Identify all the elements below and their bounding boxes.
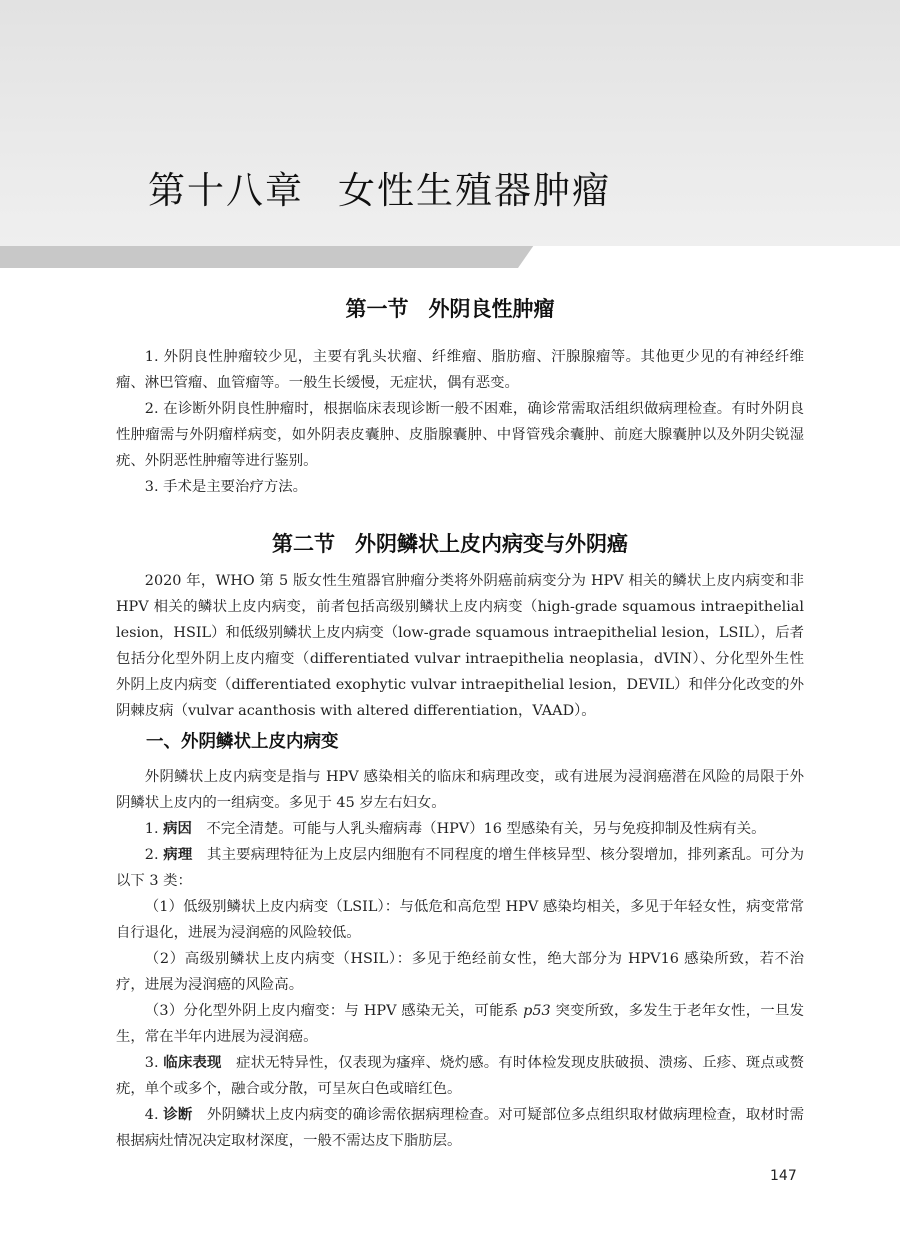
type3-text: （3）分化型外阴上皮内瘤变：与 HPV 感染无关，可能系 [144, 1003, 524, 1019]
cause-text: 不完全清楚。可能与人乳头瘤病毒（HPV）16 型感染有关，另与免疫抑制及性病有关。 [206, 821, 766, 837]
paragraph: （1）低级别鳞状上皮内病变（LSIL）：与低危和高危型 HPV 感染均相关，多见于年轻女性，病变常常自行退化，进展为浸润癌的风险较低。 [116, 899, 804, 941]
subsection-body [116, 764, 804, 1154]
pathology-label: 病理 [163, 847, 193, 863]
banner-cut [518, 246, 900, 268]
section-1-name: 外阴良性肿瘤 [428, 297, 555, 321]
cause-label: 病因 [163, 821, 192, 837]
type3-paragraph [116, 998, 804, 1050]
item-number: 3. [144, 1055, 159, 1071]
item-number: 2. [144, 847, 159, 863]
paragraph: 2020 年，WHO 第 5 版女性生殖器官肿瘤分类将外阴癌前病变分为 HPV 相关的鳞状上皮内病变和非 HPV 相关的鳞状上皮内病变，前者包括高级别鳞状上皮内病变（high-grade squamous intraepithelial lesion，HSIL）和低级别鳞状上皮内病变（low-grade squamous intraepithelial lesion，LSIL），后者包括分化型外阴上皮内瘤变（differentiated vulvar intraepithelia neoplasia，dVIN）、分化型外生性外阴上皮内病变（differentiated exophytic vulvar intraepithelial lesion，DEVIL）和伴分化改变的外阴棘皮病（vulvar acanthosis with altered differentiation，VAAD）。 [116, 573, 804, 719]
paragraph: 3. 手术是主要治疗方法。 [144, 479, 308, 495]
diagnosis-label: 诊断 [163, 1107, 193, 1123]
diagnosis-text: 外阴鳞状上皮内病变的确诊需依据病理检查。对可疑部位多点组织取材做病理检查，取材时需根据病灶情况决定取材深度，一般不需达皮下脂肪层。 [116, 1107, 804, 1149]
type3-text: 突变所致，多发生于老年女性，一旦发生，常在半年内进展为浸润癌。 [116, 1003, 804, 1045]
section-2-intro [116, 568, 804, 724]
paragraph: （2）高级别鳞状上皮内病变（HSIL）：多见于绝经前女性，绝大部分为 HPV16 感染所致，若不治疗，进展为浸润癌的风险高。 [116, 951, 804, 993]
chapter-banner [0, 0, 900, 268]
section-2-number: 第二节 [272, 532, 335, 556]
section-1-body [116, 344, 804, 500]
section-1-number: 第一节 [345, 297, 409, 321]
paragraph: 外阴鳞状上皮内病变是指与 HPV 感染相关的临床和病理改变，或有进展为浸润癌潜在风险的局限于外阴鳞状上皮内的一组病变。多见于 45 岁左右妇女。 [116, 769, 804, 811]
diagnosis-paragraph [116, 1102, 804, 1154]
paragraph: 2. 在诊断外阴良性肿瘤时，根据临床表现诊断一般不困难，确诊常需取活组织做病理检查。有时外阴良性肿瘤需与外阴瘤样病变，如外阴表皮囊肿、皮脂腺囊肿、中肾管残余囊肿、前庭大腺囊肿以及外阴尖锐湿疣、外阴恶性肿瘤等进行鉴别。 [116, 401, 804, 469]
page-number: 147 [770, 1168, 797, 1184]
cause-paragraph [116, 816, 804, 842]
section-2-title [0, 528, 900, 558]
pathology-text: 其主要病理特征为上皮层内细胞有不同程度的增生伴核异型、核分裂增加，排列紊乱。可分为以下 3 类： [116, 847, 804, 889]
banner-stripe [0, 246, 540, 268]
clinical-paragraph [116, 1050, 804, 1102]
chapter-name: 女性生殖器肿瘤 [338, 169, 611, 212]
paragraph: 1. 外阴良性肿瘤较少见，主要有乳头状瘤、纤维瘤、脂肪瘤、汗腺腺瘤等。其他更少见的有神经纤维瘤、淋巴管瘤、血管瘤等。一般生长缓慢，无症状，偶有恶变。 [116, 349, 804, 391]
clinical-text: 症状无特异性，仅表现为瘙痒、烧灼感。有时体检发现皮肤破损、溃疡、丘疹、斑点或赘疣，单个或多个，融合或分散，可呈灰白色或暗红色。 [116, 1055, 804, 1097]
chapter-title [148, 160, 611, 214]
gene-name: p53 [523, 1003, 551, 1019]
clinical-label: 临床表现 [163, 1055, 222, 1071]
item-number: 1. [144, 821, 159, 837]
subsection-heading: 一、外阴鳞状上皮内病变 [146, 732, 339, 752]
item-number: 4. [144, 1107, 159, 1123]
pathology-paragraph [116, 842, 804, 894]
section-1-title [0, 293, 900, 323]
chapter-number: 第十八章 [148, 169, 304, 212]
section-2-name: 外阴鳞状上皮内病变与外阴癌 [355, 532, 628, 556]
